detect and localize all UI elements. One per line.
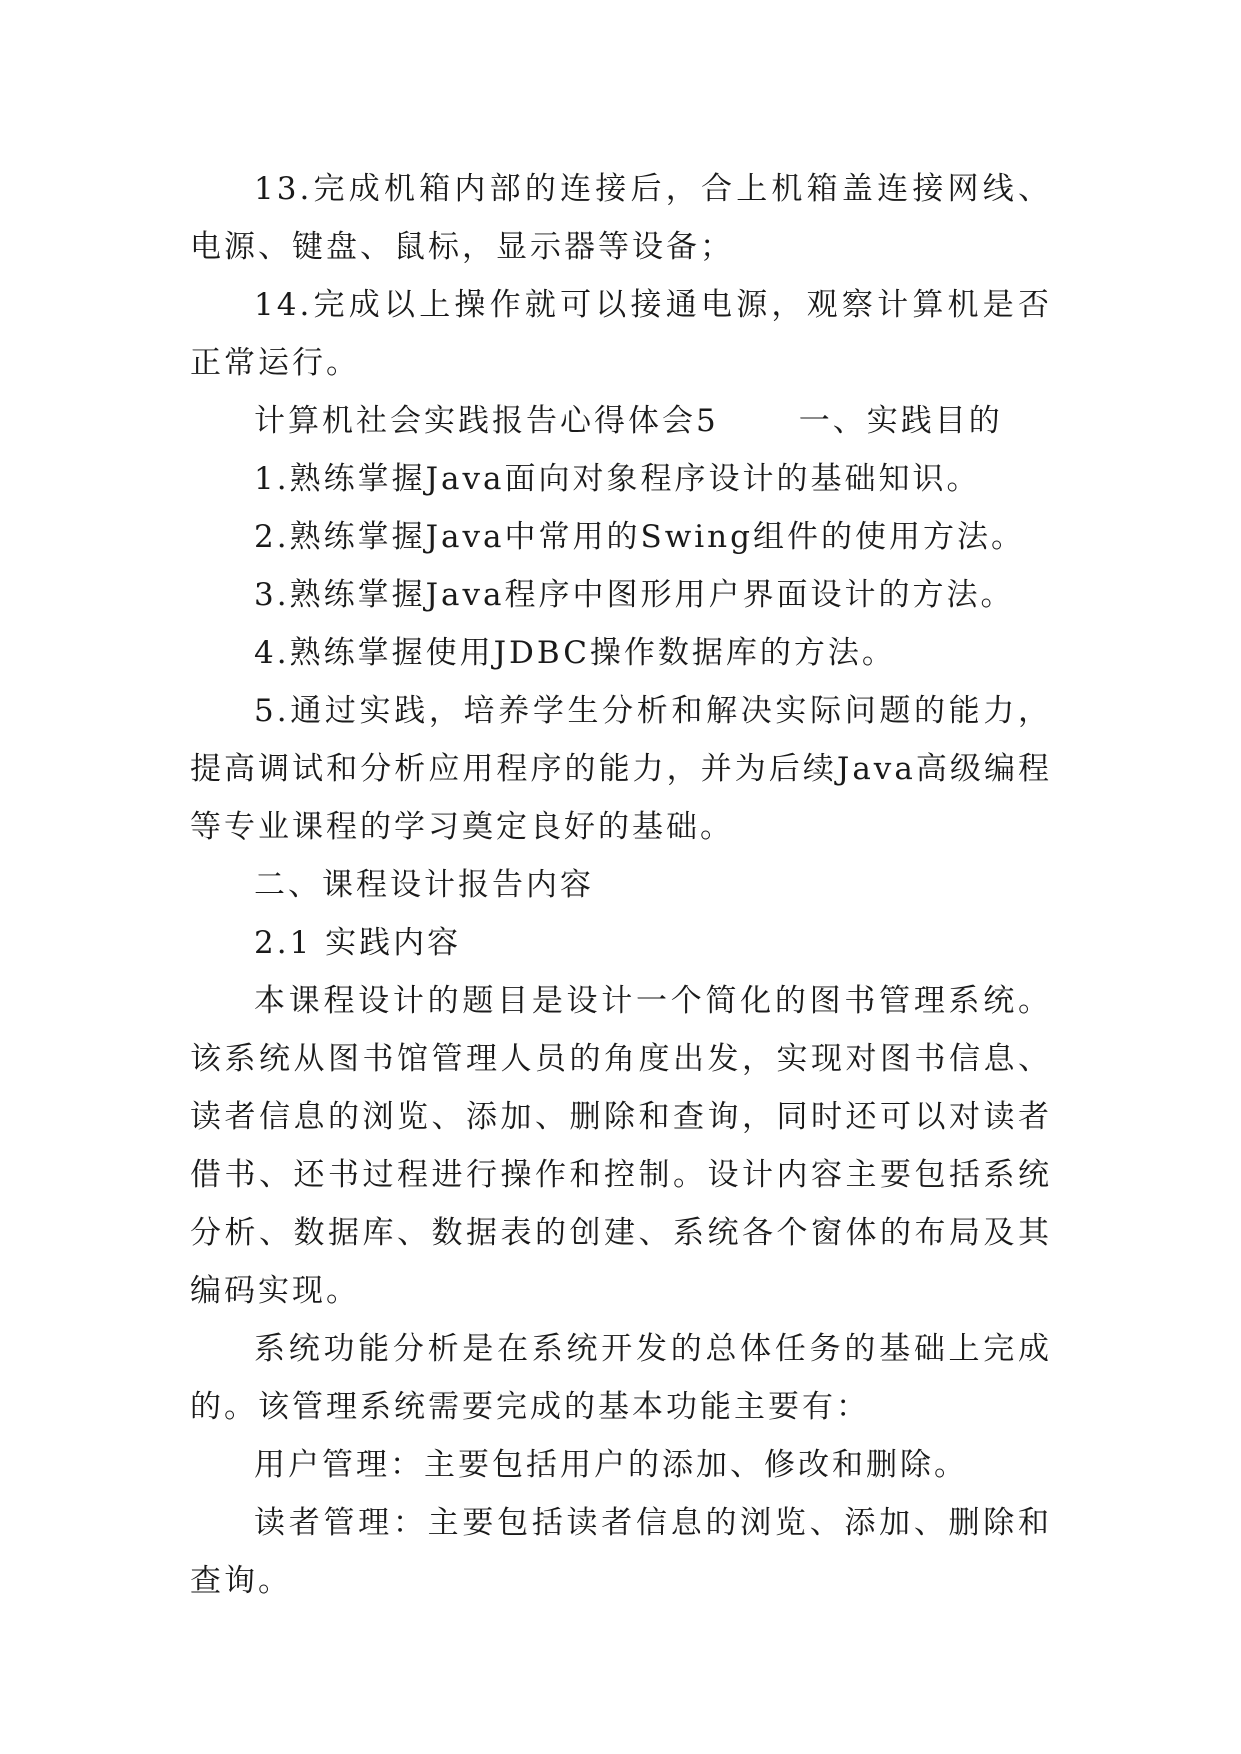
paragraph-goal-4: 4.熟练掌握使用JDBC操作数据库的方法。 [254,635,896,671]
paragraph-function-analysis: 系统功能分析是在系统开发的总体任务的基础上完成的。该管理系统需要完成的基本功能主要有： [190,1331,1052,1425]
heading-report-content: 二、课程设计报告内容 [254,867,594,903]
section-heading [190,392,1052,450]
paragraph-goal-1: 1.熟练掌握Java面向对象程序设计的基础知识。 [254,461,981,497]
paragraph-design-topic: 本课程设计的题目是设计一个简化的图书管理系统。该系统从图书馆管理人员的角度出发，实现对图书信息、读者信息的浏览、添加、删除和查询，同时还可以对读者借书、还书过程进行操作和控制。设计内容主要包括系统分析、数据库、数据表的创建、系统各个窗体的布局及其编码实现。 [190,983,1052,1309]
paragraph-user-management: 用户管理：主要包括用户的添加、修改和删除。 [254,1447,968,1483]
heading-practice-content: 2.1 实践内容 [254,925,462,961]
section-subtitle: 一、实践目的 [798,403,1003,439]
paragraph-goal-2: 2.熟练掌握Java中常用的Swing组件的使用方法。 [254,519,1025,555]
paragraph-step-14: 14.完成以上操作就可以接通电源，观察计算机是否正常运行。 [190,287,1052,381]
paragraph-step-13: 13.完成机箱内部的连接后，合上机箱盖连接网线、电源、键盘、鼠标，显示器等设备； [190,171,1052,265]
section-title: 计算机社会实践报告心得体会5 [254,403,719,439]
paragraph-goal-3: 3.熟练掌握Java程序中图形用户界面设计的方法。 [254,577,1015,613]
paragraph-goal-5: 5.通过实践，培养学生分析和解决实际问题的能力，提高调试和分析应用程序的能力，并为后续Java高级编程等专业课程的学习奠定良好的基础。 [190,693,1052,845]
paragraph-reader-management: 读者管理：主要包括读者信息的浏览、添加、删除和查询。 [190,1505,1052,1599]
document-body [190,160,1052,1610]
